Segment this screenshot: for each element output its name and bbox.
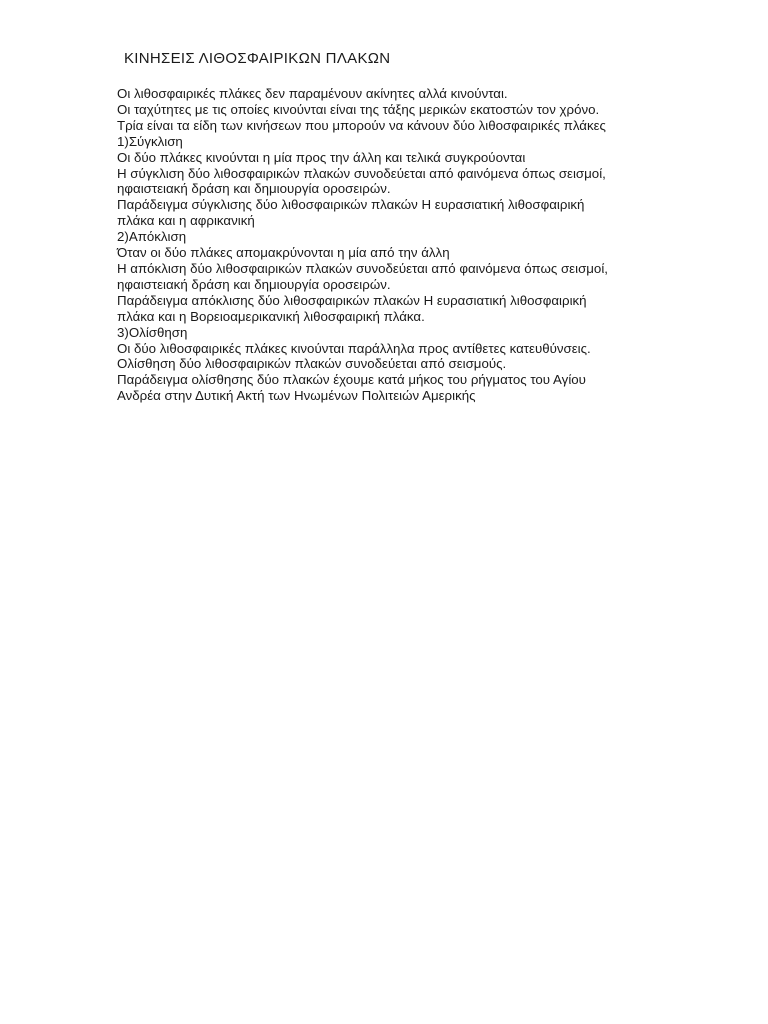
document-body [117, 86, 657, 404]
paragraph-line: πλάκα και η Βορειοαμερικανική λιθοσφαιρική πλάκα. [117, 308, 425, 324]
paragraph-line: Όταν οι δύο πλάκες απομακρύνονται η μία από την άλλη [117, 245, 450, 261]
document-title: ΚΙΝΗΣΕΙΣ ΛΙΘΟΣΦΑΙΡΙΚΩΝ ΠΛΑΚΩΝ [124, 50, 391, 67]
paragraph-line: Ανδρέα στην Δυτική Ακτή των Ηνωμένων Πολιτειών Αμερικής [117, 388, 476, 404]
paragraph-line: ηφαιστειακή δράση και δημιουργία οροσειρών. [117, 276, 391, 292]
section-heading-convergence: 1)Σύγκλιση [117, 133, 183, 149]
paragraph-line: ηφαιστειακή δράση και δημιουργία οροσειρών. [117, 181, 391, 197]
paragraph-line: Οι δύο πλάκες κινούνται η μία προς την άλλη και τελικά συγκρούονται [117, 149, 526, 165]
paragraph-line: Οι δύο λιθοσφαιρικές πλάκες κινούνται παράλληλα προς αντίθετες κατευθύνσεις. [117, 340, 591, 356]
paragraph-line: Η σύγκλιση δύο λιθοσφαιρικών πλακών συνοδεύεται από φαινόμενα όπως σεισμοί, [117, 165, 606, 181]
paragraph-line: Παράδειγμα ολίσθησης δύο πλακών έχουμε κατά μήκος του ρήγματος του Αγίου [117, 372, 586, 388]
paragraph-line: Οι λιθοσφαιρικές πλάκες δεν παραμένουν ακίνητες αλλά κινούνται. [117, 86, 508, 101]
paragraph-line: πλάκα και η αφρικανική [117, 213, 255, 229]
paragraph-line: Ολίσθηση δύο λιθοσφαιρικών πλακών συνοδεύεται από σεισμούς. [117, 356, 507, 372]
section-heading-divergence: 2)Απόκλιση [117, 229, 187, 245]
paragraph-line: Παράδειγμα σύγκλισης δύο λιθοσφαιρικών πλακών Η ευρασιατική λιθοσφαιρική [117, 197, 585, 213]
paragraph-line: Η απόκλιση δύο λιθοσφαιρικών πλακών συνοδεύεται από φαινόμενα όπως σεισμοί, [117, 260, 608, 276]
paragraph-line: Τρία είναι τα είδη των κινήσεων που μπορούν να κάνουν δύο λιθοσφαιρικές πλάκες [117, 117, 606, 133]
paragraph-line: Οι ταχύτητες με τις οποίες κινούνται είναι της τάξης μερικών εκατοστών τον χρόνο. [117, 101, 600, 117]
paragraph-line: Παράδειγμα απόκλισης δύο λιθοσφαιρικών πλακών Η ευρασιατική λιθοσφαιρική [117, 292, 587, 308]
section-heading-transform: 3)Ολίσθηση [117, 324, 188, 340]
